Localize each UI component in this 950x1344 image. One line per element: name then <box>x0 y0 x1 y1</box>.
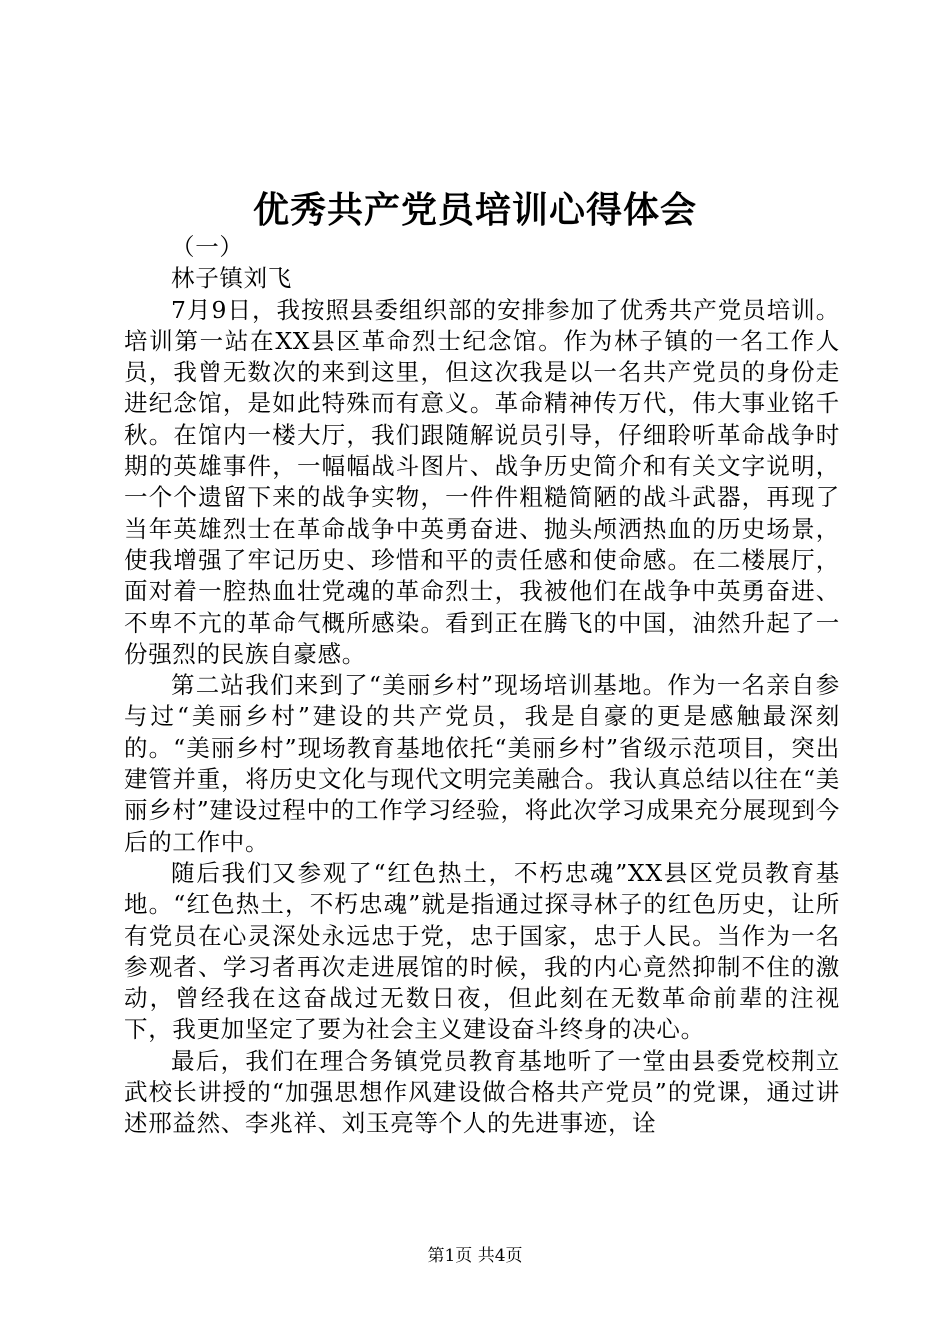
page-footer: 第1页 共4页 <box>427 1246 523 1266</box>
paragraph: 随后我们又参观了“红色热土，不朽忠魂”XX县区党员教育基地。“红色热土，不朽忠魂”就是指通过探寻林子的红色历史，让所有党员在心灵深处永远忠于党，忠于国家，忠于人民。当作为一名参观者、学习者再次走进展馆的时候，我的内心竟然抑制不住的激动，曾经我在这奋战过无数日夜，但此刻在无数革命前辈的注视下，我更加坚定了要为社会主义建设奋斗终身的决心。 <box>124 858 840 1044</box>
paragraph: 最后，我们在理合务镇党员教育基地听了一堂由县委党校荆立武校长讲授的“加强思想作风建设做合格共产党员”的党课，通过讲述邢益然、李兆祥、刘玉亮等个人的先进事迹，诠 <box>124 1046 840 1138</box>
paragraph: 第二站我们来到了“美丽乡村”现场培训基地。作为一名亲自参与过“美丽乡村”建设的共产党员，我是自豪的更是感触最深刻的。“美丽乡村”现场教育基地依托“美丽乡村”省级示范项目，突出建管并重，将历史文化与现代文明完美融合。我认真总结以往在“美丽乡村”建设过程中的工作学习经验，将此次学习成果充分展现到今后的工作中。 <box>124 671 840 856</box>
document-body <box>124 232 840 1140</box>
document-title: 优秀共产党员培训心得体会 <box>252 189 697 231</box>
paragraph: 7月9日，我按照县委组织部的安排参加了优秀共产党员培训。培训第一站在XX县区革命烈士纪念馆。作为林子镇的一名工作人员，我曾无数次的来到这里，但这次我是以一名共产党员的身份走进纪念馆，是如此特殊而有意义。革命精神传万代，伟大事业铭千秋。在馆内一楼大厅，我们跟随解说员引导，仔细聆听革命战争时期的英雄事件，一幅幅战斗图片、战争历史简介和有关文字说明，一个个遗留下来的战争实物，一件件粗糙简陋的战斗武器，再现了当年英雄烈士在革命战争中英勇奋进、抛头颅洒热血的历史场景，使我增强了牢记历史、珍惜和平的责任感和使命感。在二楼展厅，面对着一腔热血壮党魂的革命烈士，我被他们在战争中英勇奋进、不卑不亢的革命气概所感染。看到正在腾飞的中国，油然升起了一份强烈的民族自豪感。 <box>124 295 840 668</box>
author-line: 林子镇刘飞 <box>171 264 292 293</box>
section-marker: （一） <box>171 233 244 261</box>
